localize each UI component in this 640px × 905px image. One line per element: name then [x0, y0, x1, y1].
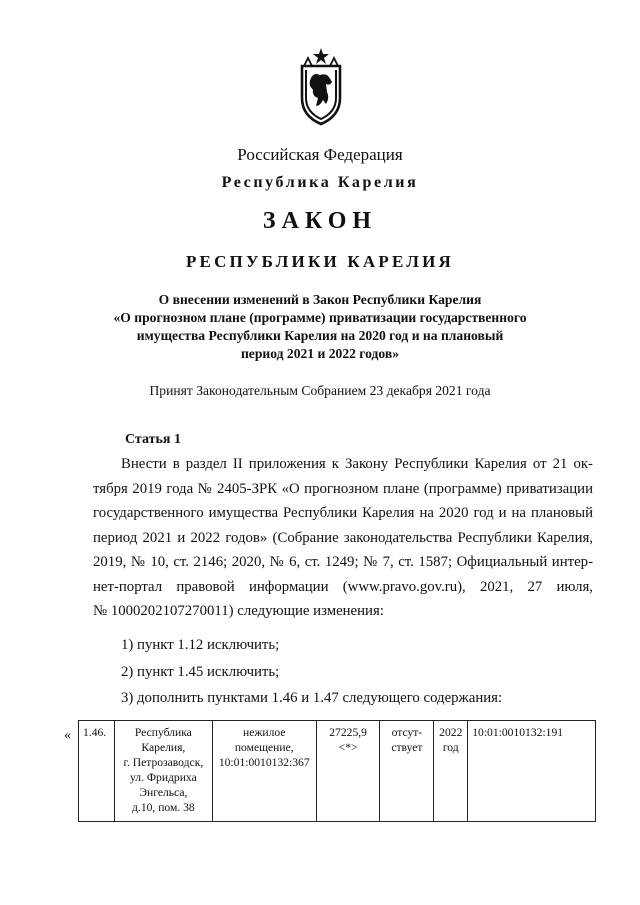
cell-area: 27225,9 <*> — [316, 721, 380, 822]
amendment-list — [121, 632, 502, 712]
article-heading: Статья 1 — [125, 432, 181, 447]
article-paragraph — [93, 452, 593, 624]
table-row — [79, 721, 596, 822]
republic-name: Республика Карелия — [221, 174, 419, 191]
title-line: период 2021 и 2022 годов» — [240, 346, 400, 361]
paragraph-line: государственного имущества Республики Карелия на 2020 год и на плановый — [93, 505, 593, 521]
adoption-note: Принят Законодательным Собранием 23 декабря 2021 года — [149, 383, 491, 398]
paragraph-line: Внести в раздел II приложения к Закону Республики Карелия от 21 ок- — [121, 456, 593, 472]
cell-cadastral: 10:01:0010132:191 — [468, 721, 596, 822]
issuer-name: РЕСПУБЛИКИ КАРЕЛИЯ — [185, 252, 455, 271]
country-name: Российская Федерация — [237, 145, 403, 164]
paragraph-line: период 2021 и 2022 годов» (Собрание законодательства Республики Карелия, — [93, 529, 593, 546]
cell-number: 1.46. — [79, 721, 115, 822]
document-type: ЗАКОН — [262, 208, 378, 234]
title-line: «О прогнозном плане (программе) приватизации государственного — [113, 310, 527, 325]
privatization-table — [78, 720, 596, 822]
cell-object: нежилое помещение, 10:01:0010132:367 — [212, 721, 316, 822]
list-item: 3) дополнить пунктами 1.46 и 1.47 следующего содержания: — [121, 690, 503, 706]
paragraph-line: нет-портал правовой информации (www.pravo.gov.ru), 2021, 27 июля, — [93, 578, 593, 595]
title-line: О внесении изменений в Закон Республики Карелия — [158, 292, 482, 307]
cell-encumbrance: отсут- ствует — [380, 721, 434, 822]
paragraph-line: тября 2019 года № 2405-ЗРК «О прогнозном плане (программе) приватизации — [93, 480, 593, 497]
law-title — [100, 291, 540, 363]
cell-year: 2022 год — [434, 721, 468, 822]
list-item: 1) пункт 1.12 исключить; — [121, 637, 280, 653]
opening-quote: « — [64, 728, 71, 743]
title-line: имущества Республики Карелия на 2020 год и на плановый — [136, 328, 504, 343]
paragraph-line: № 1000202107270011) следующие изменения: — [93, 603, 384, 619]
paragraph-line: 2019, № 10, ст. 2146; 2020, № 6, ст. 1249; № 7, ст. 1587; Официальный интер- — [93, 554, 593, 570]
karelia-coat-of-arms-icon — [296, 46, 346, 126]
list-item: 2) пункт 1.45 исключить; — [121, 663, 280, 680]
cell-address: Республика Карелия, г. Петрозаводск, ул. Фридриха Энгельса, д.10, пом. 38 — [114, 721, 212, 822]
